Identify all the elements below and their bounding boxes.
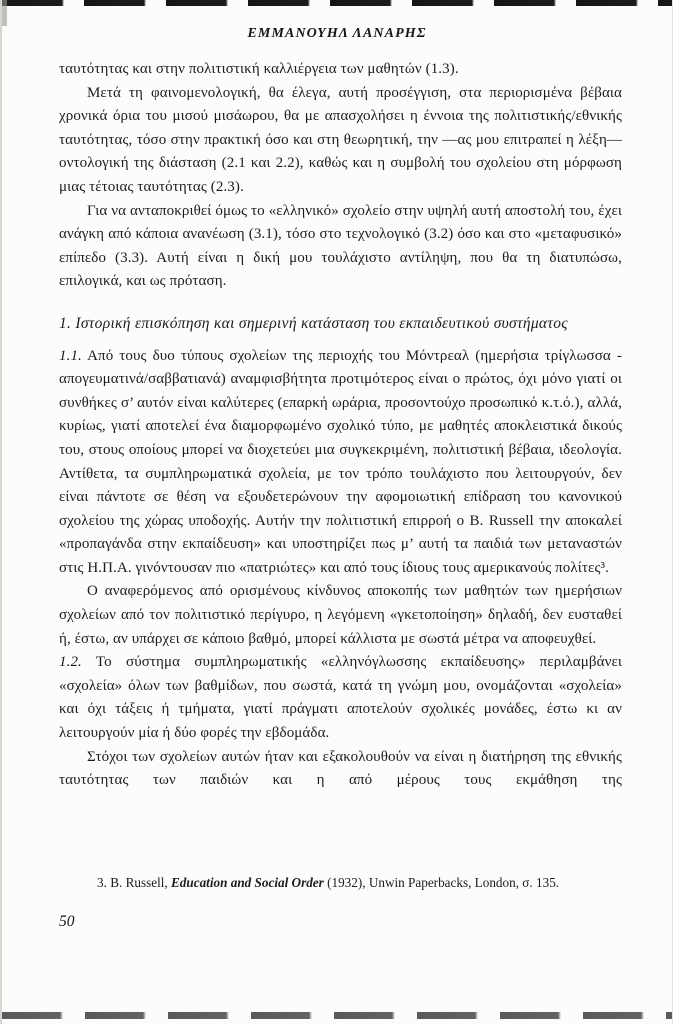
scan-edge-top: [2, 0, 672, 6]
paragraph: Στόχοι των σχολείων αυτών ήταν και εξακολουθούν να είναι η διατήρηση της εθνικής ταυτότητας των παιδιών και η από μέρους τους εκμάθηση της: [59, 748, 622, 789]
paragraph-text: Το σύστημα συμπληρωματικής «ελληνόγλωσσης εκπαίδευσης» περιλαμβάνει «σχολεία» όλων των βαθμίδων, που σωστά, κατά τη γνώμη μου, ονομάζονται «σχολεία» και όχι τάξεις ή τμήματα, γιατί πράγματι αποτελούν σχολικές μονάδες, έστω κι αν λειτουργούν μία ή δύο φορές την εβδομάδα.: [59, 654, 622, 742]
running-header: ΕΜΜΑΝΟΥΗΛ ΛΑΝΑΡΗΣ: [247, 26, 427, 41]
paragraph-number: 1.1.: [59, 347, 82, 364]
page-number: 50: [59, 913, 75, 930]
paragraph: Για να ανταποκριθεί όμως το «ελληνικό» σχολείο στην υψηλή αυτή αποστολή του, έχει ανάγκη από κάποια ανανέωση (3.1), τόσο στο τεχνολογικό (3.2) όσο και στο «μεταφυσικό» επίπεδο (3.3). Αυτή είναι η δική μου τουλάχιστο αντίληψη, που θα τη διατυπώσω, επιλογικά, και ως πρόταση.: [59, 202, 622, 290]
section-heading: 1. Ιστορική επισκόπηση και σημερινή κατάσταση του εκπαιδευτικού συστήματος: [59, 314, 568, 332]
text-column: [59, 58, 622, 793]
footnote-suffix: (1932), Unwin Paperbacks, London, σ. 135.: [323, 875, 560, 890]
scan-artifact: [2, 0, 7, 26]
footnote-prefix: 3. B. Russell,: [97, 875, 172, 890]
footnote-book-title: Education and Social Order: [171, 875, 324, 890]
paragraph: Μετά τη φαινομενολογική, θα έλεγα, αυτή προσέγγιση, στα περιορισμένα βέβαια χρονικά όρια του μισού μισάωρου, θα με απασχολήσει η έννοια της πολιτιστικής/εθνικής ταυτότητας, τόσο στην πρακτική όσο και στη θεωρητική, την —ας μου επιτραπεί η λέξη— οντολογική της διάσταση (2.1 και 2.2), καθώς και η συμβολή του σχολείου στη μόρφωση μιας τέτοιας ταυτότητας (2.3).: [59, 84, 622, 195]
paragraph-number: 1.2.: [59, 654, 82, 671]
paragraph: Ο αναφερόμενος από ορισμένους κίνδυνος αποκοπής των μαθητών των ημερήσιων σχολείων από τον πολιτιστικό περίγυρο, η λεγόμενη «γκετοποίηση» δηλαδή, δεν ευσταθεί ή, έστω, αν υπάρχει σε κάποιο βαθμό, μπορεί κάλλιστα με σωστά μέτρα να αποφευχθεί.: [59, 583, 622, 647]
footnote: [59, 874, 660, 892]
paragraph-1-1: [59, 345, 622, 581]
paragraph-text: Από τους δυο τύπους σχολείων της περιοχής του Μόντρεαλ (ημερήσια τρίγλωσσα - απογευματινά/σαββατιανά) αναμφισβήτητα προτιμότερος είναι ο πρώτος, όχι μόνο γιατί οι συνθήκες σ’ αυτόν είναι καλύτερες (επαρκή ωράρια, προσοντούχο προσωπικό κ.τ.ό.), αλλά, κυρίως, γιατί αποτελεί ένα διαμορφωμένο σχολικό τύπο, με μαθητές αποκλειστικά δικούς του, στους οποίους μπορεί να διοχετεύει μια συγκεκριμένη, πολιτιστική βέβαια, ιδεολογία. Αντίθετα, τα συμπληρωματικά σχολεία, με τον τρόπο τουλάχιστο που λειτουργούν, δεν είναι πάντοτε σε θέση να εξουδετερώνουν την αφομοιωτική επίδραση του κανονικού σχολείου της χώρας υποδοχής. Αυτήν την πολιτιστική επιρροή ο B. Russell την αποκαλεί «προπαγάνδα στην εκπαίδευση» και υποστηρίζει πως μ’ αυτή τα παιδιά των μεταναστών στις Η.Π.Α. γινόντουσαν πιο «πατριώτες» και από τους ίδιους τους αμερικανούς πολίτες³.: [59, 347, 622, 576]
paragraph-continuation: ταυτότητας και στην πολιτιστική καλλιέργεια των μαθητών (1.3).: [59, 61, 459, 77]
paragraph-1-2: [59, 651, 622, 745]
scan-edge-bottom: [2, 1012, 672, 1019]
